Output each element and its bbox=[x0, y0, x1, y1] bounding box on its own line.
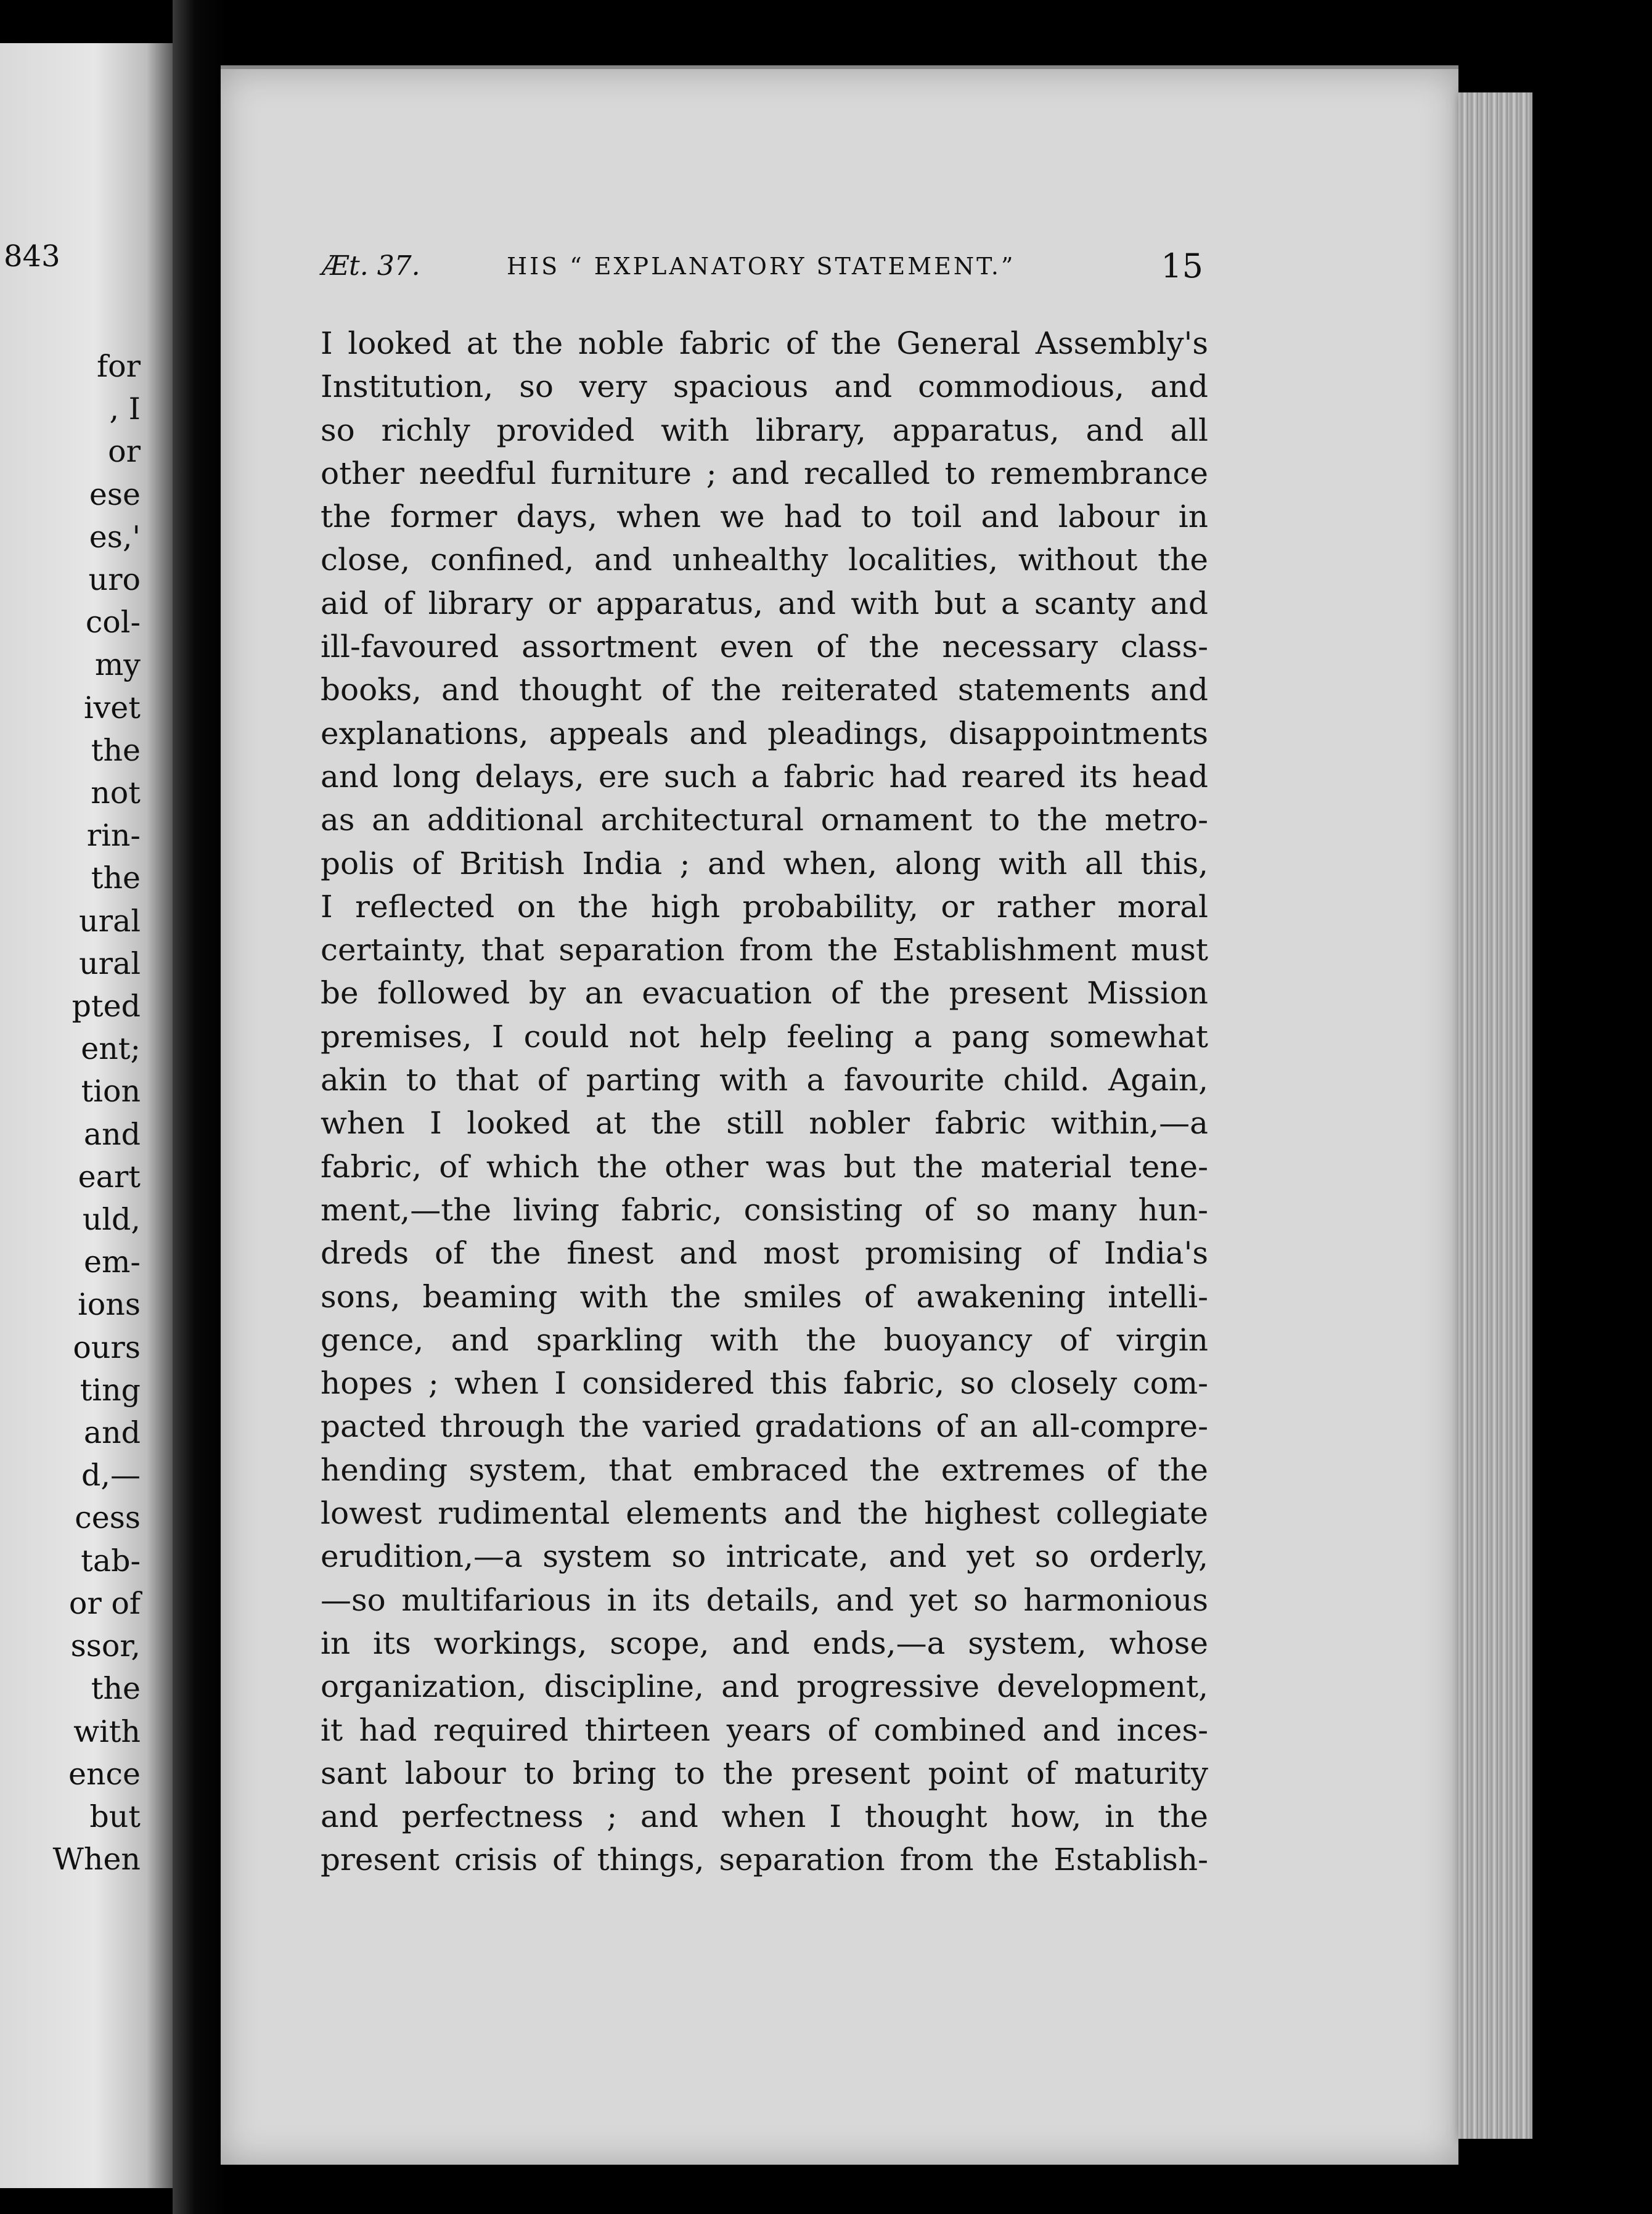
left-page-line: , I bbox=[109, 391, 141, 427]
left-page-line: and bbox=[83, 1116, 141, 1152]
left-page-line: col- bbox=[85, 605, 141, 640]
text-line: akin to that of parting with a favourite child. Again, bbox=[321, 1062, 1208, 1098]
left-page-line: ese bbox=[89, 476, 141, 512]
left-page-line: ent; bbox=[81, 1031, 141, 1067]
left-page-line: ssor, bbox=[70, 1628, 141, 1664]
running-head-title: HIS “ EXPLANATORY STATEMENT.” bbox=[507, 253, 1016, 280]
left-page-line: pted bbox=[72, 989, 141, 1024]
text-line: I reflected on the high probability, or rather moral bbox=[321, 888, 1208, 925]
left-page-line: my bbox=[94, 647, 141, 683]
running-head bbox=[322, 247, 1203, 290]
text-line: gence, and sparkling with the buoyancy of virgin bbox=[321, 1321, 1208, 1358]
left-page-line: tab- bbox=[81, 1543, 141, 1579]
left-page-line: the bbox=[91, 732, 141, 768]
left-page-line: ours bbox=[73, 1330, 141, 1365]
left-page-line: ivet bbox=[83, 690, 141, 725]
text-line: dreds of the finest and most promising of India's bbox=[321, 1235, 1208, 1272]
text-line: in its workings, scope, and ends,—a system, whose bbox=[321, 1625, 1208, 1661]
left-page-line: for bbox=[96, 349, 141, 384]
left-facing-page bbox=[0, 43, 173, 2188]
left-page-line: rin- bbox=[86, 818, 141, 854]
left-page-line: and bbox=[83, 1415, 141, 1451]
left-page-line: the bbox=[91, 1671, 141, 1707]
text-line: polis of British India ; and when, along with all this, bbox=[321, 845, 1208, 881]
left-page-header: 843 bbox=[4, 239, 60, 274]
text-line: I looked at the noble fabric of the General Assembly's bbox=[321, 325, 1208, 361]
text-line: be followed by an evacuation of the present Mission bbox=[321, 975, 1208, 1011]
left-page-line: tion bbox=[81, 1074, 141, 1109]
text-line: hending system, that embraced the extremes of the bbox=[321, 1452, 1208, 1488]
text-line: and perfectness ; and when I thought how, in the bbox=[321, 1799, 1208, 1835]
left-page-line: ural bbox=[79, 946, 141, 981]
text-line: the former days, when we had to toil and labour in bbox=[321, 499, 1208, 535]
text-line: when I looked at the still nobler fabric within,—a bbox=[321, 1105, 1208, 1142]
text-line: premises, I could not help feeling a pang somewhat bbox=[321, 1018, 1208, 1055]
text-line: ill-favoured assortment even of the necessary class- bbox=[321, 629, 1208, 665]
text-line: and long delays, ere such a fabric had reared its head bbox=[321, 758, 1208, 795]
left-page-line: uro bbox=[88, 562, 141, 598]
left-page-line: or bbox=[108, 434, 141, 470]
left-page-text bbox=[53, 345, 141, 1881]
text-line: books, and thought of the reiterated statements and bbox=[321, 672, 1208, 708]
left-page-line: but bbox=[89, 1799, 141, 1834]
text-line: organization, discipline, and progressive development, bbox=[321, 1669, 1208, 1705]
left-page-line: cess bbox=[75, 1500, 141, 1536]
left-page-line: ence bbox=[68, 1756, 141, 1792]
text-line: erudition,—a system so intricate, and yet so orderly, bbox=[321, 1538, 1208, 1575]
text-line: —so multifarious in its details, and yet so harmonious bbox=[321, 1582, 1208, 1618]
text-line: other needful furniture ; and recalled to remembrance bbox=[321, 455, 1208, 491]
text-line: present crisis of things, separation from the Establish- bbox=[321, 1842, 1208, 1878]
left-page-line: ting bbox=[80, 1372, 141, 1408]
page-number: 15 bbox=[1161, 247, 1203, 285]
text-line: hopes ; when I considered this fabric, so closely com- bbox=[321, 1365, 1208, 1402]
text-line: it had required thirteen years of combined and inces- bbox=[321, 1712, 1208, 1748]
text-line: sons, beaming with the smiles of awakening intelli- bbox=[321, 1278, 1208, 1315]
page-edges bbox=[1458, 92, 1532, 2139]
text-line: as an additional architectural ornament to the metro- bbox=[321, 802, 1208, 838]
left-page-line: not bbox=[91, 775, 141, 811]
left-page-line: ions bbox=[78, 1287, 141, 1323]
left-page-line: uld, bbox=[82, 1202, 141, 1238]
left-page-line: ural bbox=[79, 903, 141, 939]
left-page-line: em- bbox=[83, 1244, 141, 1280]
left-page-line: with bbox=[73, 1714, 141, 1749]
text-line: ment,—the living fabric, consisting of so many hun- bbox=[321, 1191, 1208, 1228]
text-line: certainty, that separation from the Establishment must bbox=[321, 932, 1208, 968]
text-line: explanations, appeals and pleadings, disappointments bbox=[321, 715, 1208, 751]
text-line: fabric, of which the other was but the material tene- bbox=[321, 1148, 1208, 1185]
left-page-line: or of bbox=[68, 1585, 141, 1621]
text-line: pacted through the varied gradations of an all-compre- bbox=[321, 1408, 1208, 1445]
body-text bbox=[321, 322, 1208, 1882]
left-page-line: d,— bbox=[81, 1458, 141, 1493]
left-page-line: the bbox=[91, 860, 141, 896]
left-page-line: es,' bbox=[89, 519, 141, 555]
text-line: lowest rudimental elements and the highest collegiate bbox=[321, 1495, 1208, 1532]
text-line: aid of library or apparatus, and with but a scanty and bbox=[321, 585, 1208, 621]
text-line: Institution, so very spacious and commodious, and bbox=[321, 369, 1208, 405]
text-line: so richly provided with library, apparatus, and all bbox=[321, 412, 1208, 448]
text-line: close, confined, and unhealthy localities, without the bbox=[321, 542, 1208, 578]
running-head-age: Æt. 37. bbox=[322, 250, 420, 282]
book-gutter bbox=[173, 0, 228, 2214]
text-line: sant labour to bring to the present point of maturity bbox=[321, 1755, 1208, 1791]
left-page-line: When bbox=[52, 1842, 141, 1877]
left-page-line: eart bbox=[78, 1159, 141, 1195]
